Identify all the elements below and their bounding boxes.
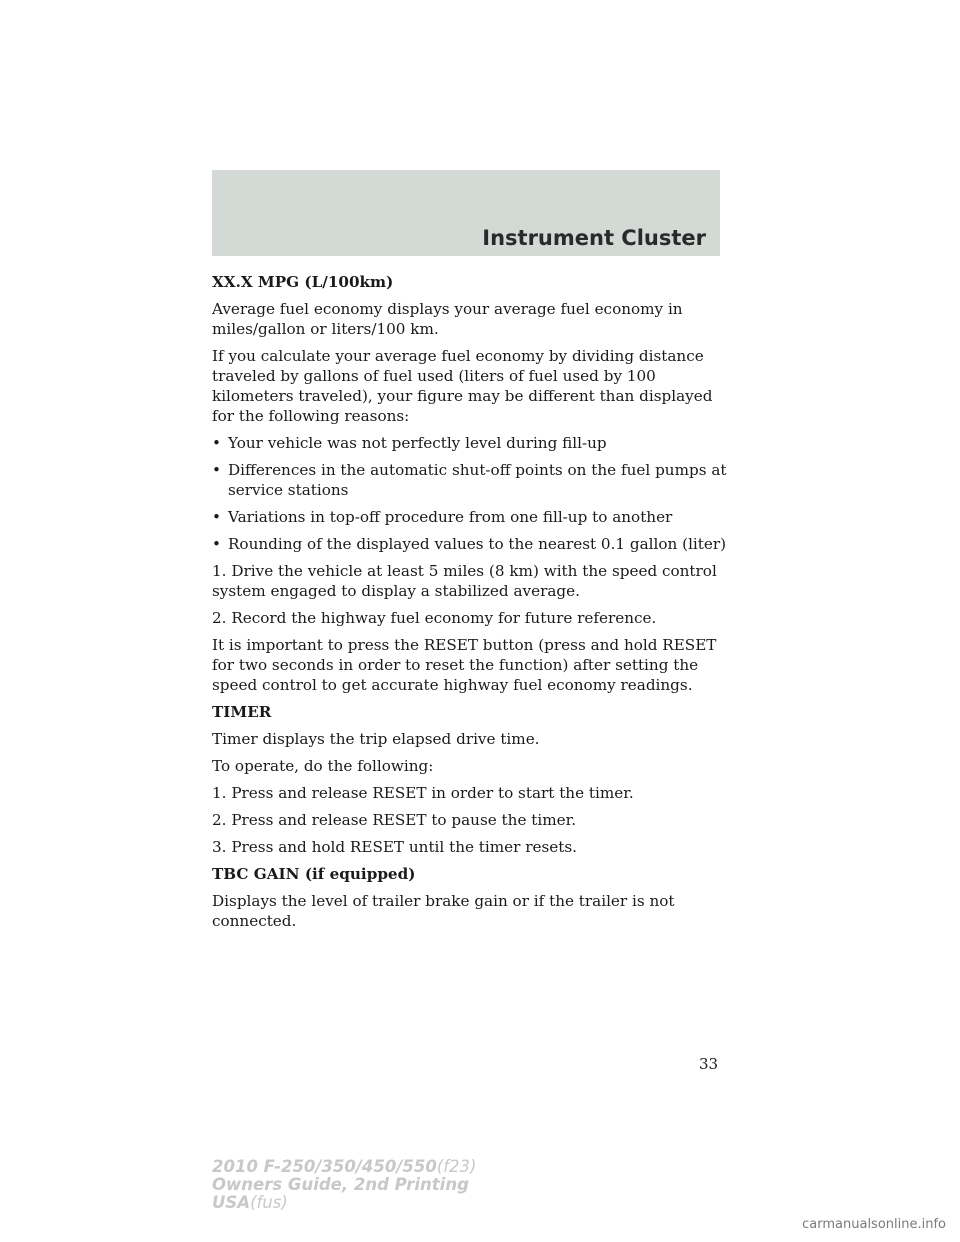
section-title: Instrument Cluster [482, 226, 706, 250]
paragraph-average-fuel: Average fuel economy displays your average fuel economy in miles/gallon or liters/100 km. [212, 300, 683, 338]
paragraph-calculation: If you calculate your average fuel economy by dividing distance traveled by gallons of fuel used (liters of fuel used by 100 kilometers traveled), your figure may be different than displayed for the following reasons: [212, 347, 713, 425]
step-reset-timer: 3. Press and hold RESET until the timer resets. [212, 838, 577, 856]
section-header-band [212, 170, 720, 256]
footer-print-info [212, 1158, 477, 1212]
paragraph-timer: Timer displays the trip elapsed drive time. [212, 730, 540, 748]
heading-timer: TIMER [212, 703, 272, 721]
heading-mpg: XX.X MPG (L/100km) [212, 273, 394, 291]
paragraph-operate: To operate, do the following: [212, 757, 434, 775]
step-pause-timer: 2. Press and release RESET to pause the timer. [212, 811, 577, 829]
paragraph-reset-note: It is important to press the RESET button (press and hold RESET for two seconds in order to reset the function) after setting the speed control to get accurate highway fuel economy readings. [212, 636, 717, 694]
watermark: carmanualsonline.info [802, 1217, 946, 1232]
footer-line-guide: Owners Guide, 2nd Printing [212, 1175, 469, 1194]
list-item: • Rounding of the displayed values to the nearest 0.1 gallon (liter) [212, 535, 727, 553]
footer-line-model: 2010 F-250/350/450/550(f23) [212, 1157, 477, 1176]
list-item: • Variations in top-off procedure from one fill-up to another [212, 508, 673, 526]
list-item: • Differences in the automatic shut-off points on the fuel pumps at service stations [212, 461, 727, 499]
paragraph-tbc-gain: Displays the level of trailer brake gain or if the trailer is not connected. [212, 892, 675, 930]
bullet-icon: • [212, 508, 221, 526]
bullet-icon: • [212, 535, 221, 553]
step-drive: 1. Drive the vehicle at least 5 miles (8 km) with the speed control system engaged to display a stabilized average. [212, 562, 717, 600]
page-number: 33 [699, 1055, 719, 1073]
step-record: 2. Record the highway fuel economy for future reference. [212, 609, 657, 627]
page-content [212, 272, 732, 938]
bullet-icon: • [212, 461, 221, 479]
footer-line-region: USA(fus) [212, 1193, 288, 1212]
heading-tbc-gain: TBC GAIN (if equipped) [212, 865, 416, 883]
step-start-timer: 1. Press and release RESET in order to start the timer. [212, 784, 634, 802]
list-item: • Your vehicle was not perfectly level during fill-up [212, 434, 607, 452]
bullet-icon: • [212, 434, 221, 452]
